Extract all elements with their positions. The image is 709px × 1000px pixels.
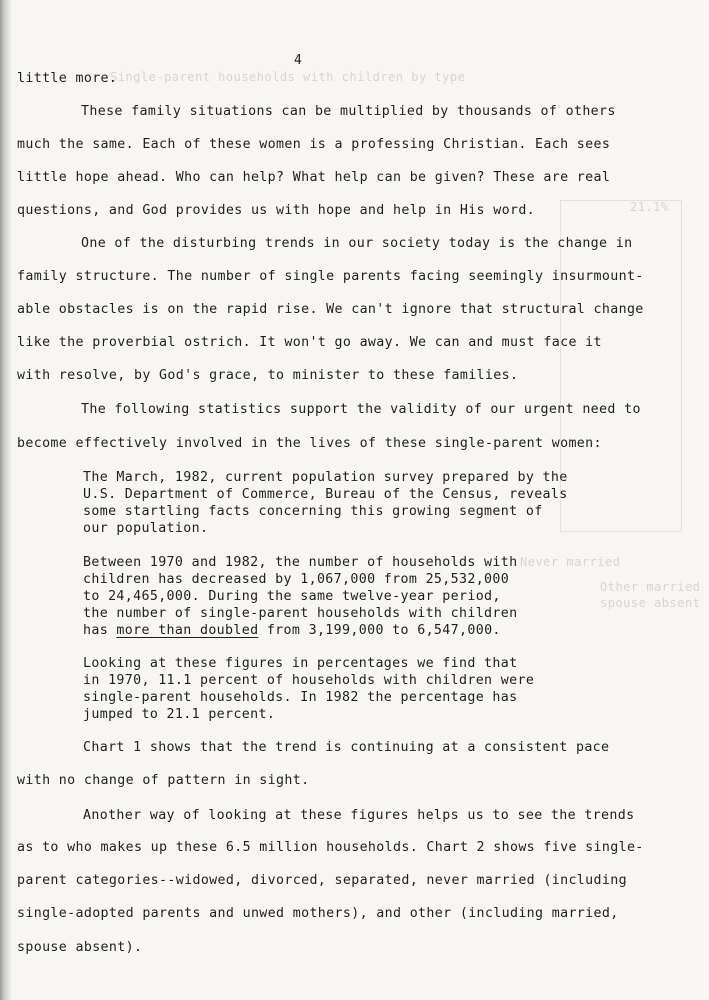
underlined-phrase: more than doubled [116, 623, 259, 638]
binding-shadow [0, 0, 12, 1000]
quote-line: our population. [83, 521, 209, 536]
quote-text: has [83, 623, 117, 638]
text-line: with no change of pattern in sight. [17, 773, 310, 788]
quote-text: from 3,199,000 to 6,547,000. [258, 623, 501, 638]
quote-line: jumped to 21.1 percent. [83, 707, 276, 722]
text-line: little hope ahead. Who can help? What help can be given? These are real [17, 170, 611, 185]
quote-line [83, 623, 501, 639]
quote-line: the number of single-parent households with children [83, 606, 518, 621]
quote-line: in 1970, 11.1 percent of households with children were [83, 673, 535, 688]
bleed-through-text: Single-parent households with children by type [110, 70, 466, 84]
text-line: with resolve, by God's grace, to minister to these families. [17, 368, 519, 383]
text-line: as to who makes up these 6.5 million households. Chart 2 shows five single- [17, 840, 644, 855]
text-line: little more. [17, 71, 118, 86]
quote-line: children has decreased by 1,067,000 from 25,532,000 [83, 572, 510, 587]
bleed-through-text: Never married [520, 555, 621, 569]
text-line: spouse absent). [17, 940, 143, 955]
text-line: One of the disturbing trends in our society today is the change in [81, 236, 633, 251]
text-line: The following statistics support the validity of our urgent need to [81, 402, 641, 417]
quote-line: single-parent households. In 1982 the percentage has [83, 690, 518, 705]
quote-line: to 24,465,000. During the same twelve-year period, [83, 589, 501, 604]
quote-line: some startling facts concerning this growing segment of [83, 504, 543, 519]
text-line: much the same. Each of these women is a professing Christian. Each sees [17, 137, 611, 152]
bleed-through-text: Other married [600, 580, 701, 594]
text-line: become effectively involved in the lives of these single-parent women: [17, 436, 602, 451]
page-number: 4 [294, 53, 302, 68]
text-line: Chart 1 shows that the trend is continuing at a consistent pace [83, 740, 610, 755]
quote-line: Looking at these figures in percentages we find that [83, 656, 518, 671]
text-line: single-adopted parents and unwed mothers), and other (including married, [17, 906, 619, 921]
bleed-through-text: 21.1% [630, 200, 669, 214]
text-line: Another way of looking at these figures helps us to see the trends [83, 808, 635, 823]
quote-line: U.S. Department of Commerce, Bureau of the Census, reveals [83, 487, 568, 502]
text-line: family structure. The number of single parents facing seemingly insurmount- [17, 269, 644, 284]
text-line: like the proverbial ostrich. It won't go away. We can and must face it [17, 335, 602, 350]
text-line: able obstacles is on the rapid rise. We can't ignore that structural change [17, 302, 644, 317]
text-line: parent categories--widowed, divorced, separated, never married (including [17, 873, 627, 888]
quote-line: The March, 1982, current population survey prepared by the [83, 470, 568, 485]
text-line: questions, and God provides us with hope and help in His word. [17, 203, 536, 218]
quote-line: Between 1970 and 1982, the number of households with [83, 555, 518, 570]
bleed-through-text: spouse absent [600, 596, 701, 610]
text-line: These family situations can be multiplied by thousands of others [81, 104, 616, 119]
